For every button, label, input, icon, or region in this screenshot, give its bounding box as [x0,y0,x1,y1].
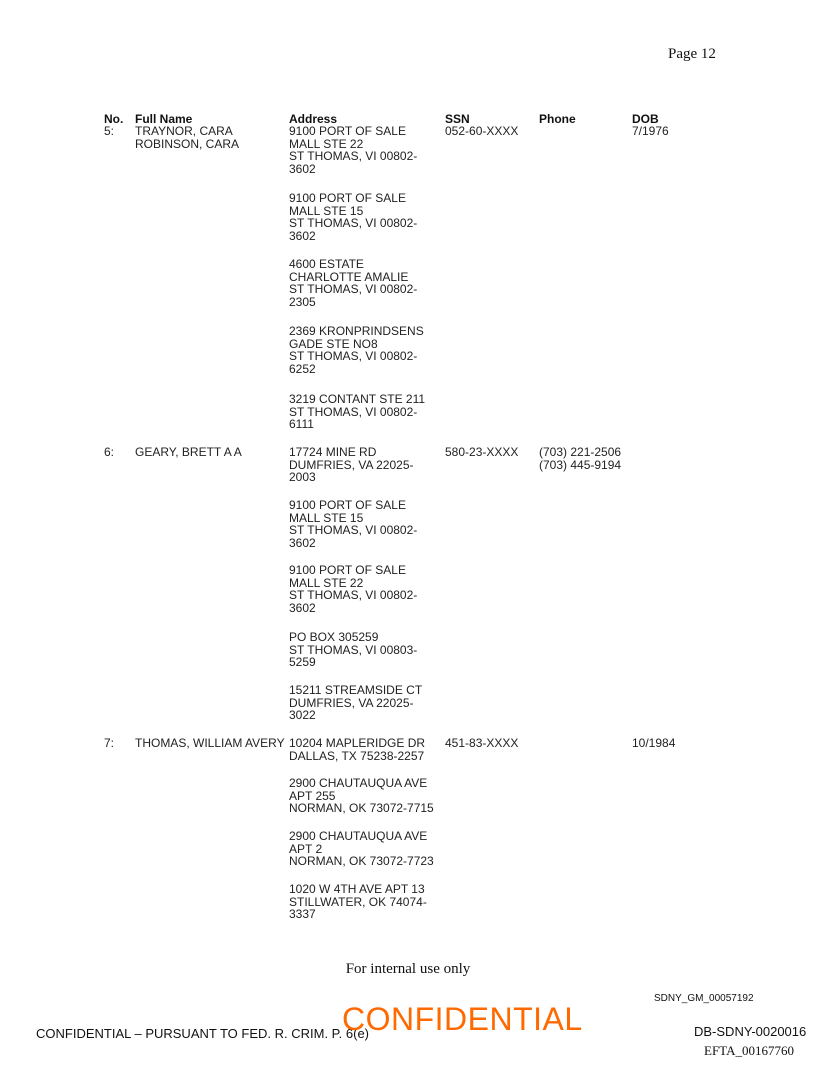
header-no: No. [104,112,124,126]
page-number: Page 12 [668,46,716,62]
record-ssn: 052-60-XXXX [445,124,519,138]
record-name: GEARY, BRETT A A [135,445,242,459]
record-address: 10204 MAPLERIDGE DR DALLAS, TX 75238-2257 [289,736,426,763]
record-dob: 7/1976 [632,124,669,138]
record-dob: 10/1984 [632,736,676,750]
record-name: TRAYNOR, CARA [135,124,233,138]
header-full-name: Full Name [135,112,193,126]
record-ssn: 580-23-XXXX [445,445,519,459]
header-ssn: SSN [445,112,470,126]
record-alias-name: ROBINSON, CARA [135,137,240,151]
record-address: 9100 PORT OF SALE MALL STE 15 ST THOMAS, VI 00802- 3602 [289,191,418,243]
record-ssn: 451-83-XXXX [445,736,519,750]
header-dob: DOB [632,112,659,126]
confidential-legend: CONFIDENTIAL – PURSUANT TO FED. R. CRIM. P. 6(e) [36,1026,370,1041]
record-name: THOMAS, WILLIAM AVERY [135,736,285,750]
record-address: 3219 CONTANT STE 211 ST THOMAS, VI 00802- 6111 [289,392,426,431]
record-number: 7: [104,736,115,750]
record-address: 9100 PORT OF SALE MALL STE 15 ST THOMAS, VI 00802- 3602 [289,498,418,550]
record-address: 2369 KRONPRINDSENS GADE STE NO8 ST THOMAS, VI 00802- 6252 [289,324,424,376]
record-number: 5: [104,124,115,138]
bates-number-sdny: DB-SDNY-0020016 [694,1024,807,1039]
record-address: 2900 CHAUTAUQUA AVE APT 2 NORMAN, OK 73072-7723 [289,829,434,868]
record-address: 4600 ESTATE CHARLOTTE AMALIE ST THOMAS, VI 00802- 2305 [289,257,418,309]
bates-number-gm: SDNY_GM_00057192 [654,993,754,1004]
record-phone: (703) 221-2506 [539,445,622,459]
record-address: 17724 MINE RD DUMFRIES, VA 22025- 2003 [289,445,414,484]
record-address: 9100 PORT OF SALE MALL STE 22 ST THOMAS, VI 00802- 3602 [289,563,418,615]
internal-use-note: For internal use only [345,961,471,977]
record-phone: (703) 445-9194 [539,458,622,472]
record-address: 2900 CHAUTAUQUA AVE APT 255 NORMAN, OK 73072-7715 [289,776,434,815]
header-address: Address [289,112,338,126]
record-address: PO BOX 305259 ST THOMAS, VI 00803- 5259 [289,630,418,669]
record-number: 6: [104,445,115,459]
efta-number: EFTA_00167760 [704,1043,794,1058]
header-phone: Phone [539,112,576,126]
record-address: 1020 W 4TH AVE APT 13 STILLWATER, OK 74074- 3337 [289,882,427,921]
record-address: 9100 PORT OF SALE MALL STE 22 ST THOMAS, VI 00802- 3602 [289,124,418,176]
record-address: 15211 STREAMSIDE CT DUMFRIES, VA 22025- 3022 [289,683,423,722]
confidential-stamp: CONFIDENTIAL [342,1001,583,1037]
